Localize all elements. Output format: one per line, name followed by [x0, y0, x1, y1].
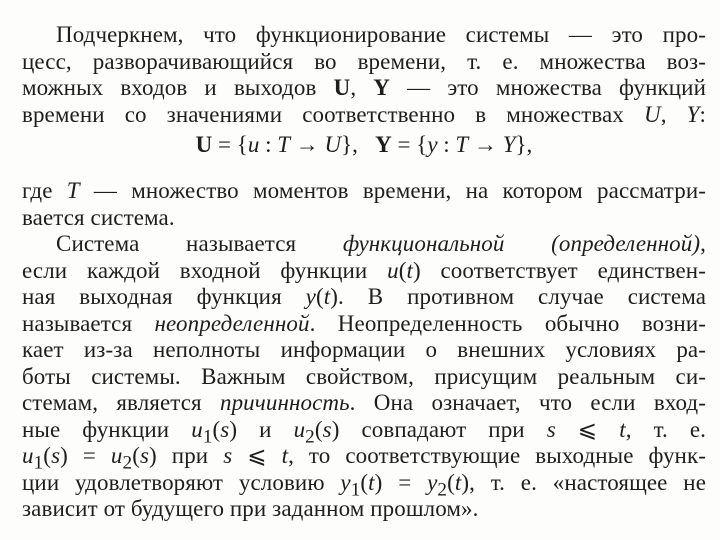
text-line: зависит от будущего при заданном прошлом».: [22, 496, 479, 521]
text-line: $u_1(s) = u_2(s)$ при s ⩽ t, то соответствующие выходные функ-: [22, 443, 706, 474]
text-line: цесс, разворачивающийся во времени, т. е. множества воз-: [22, 48, 706, 74]
text-line: можных входов и выходов U, Y — это множества функций: [22, 75, 706, 100]
paragraph-time-set: [22, 178, 706, 231]
formula-sets: U = {u : T → U}, Y = {y : T → Y},: [195, 132, 533, 157]
text-line: называется неопределенной. Неопределенность обычно возни-: [22, 310, 706, 336]
text-line: ные функции $u_1(s)$ и $u_2(s)$ совпадают при s ⩽ t, т. е.: [22, 416, 707, 448]
text-line: боты системы. Важным свойством, присущим реальным си-: [22, 363, 706, 389]
paragraph-functioning: [22, 22, 706, 128]
text-line: стемам, является причинность. Она означает, что если вход-: [22, 390, 706, 415]
text-line: кает из-за неполноты информации о внешних условиях ра-: [22, 337, 706, 362]
text-line: вается система.: [22, 204, 175, 230]
paragraph-functional-system: [22, 231, 706, 523]
text-line: ции удовлетворяют условию $y_1(t) = y_2(t)$, т. е. «настоящее не: [22, 469, 706, 501]
text-line: Система называется функциональной (определенной),: [56, 231, 707, 256]
text-line: Подчеркнем, что функционирование системы — это про-: [56, 22, 706, 47]
text-line: времени со значениями соответственно в множествах U, Y:: [22, 101, 706, 127]
text-line: где T — множество моментов времени, на котором рассматри-: [22, 178, 706, 203]
text-line: если каждой входной функции u(t) соответствует единствен-: [22, 257, 706, 283]
text-line: ная выходная функция y(t). В противном случае система: [22, 284, 706, 309]
